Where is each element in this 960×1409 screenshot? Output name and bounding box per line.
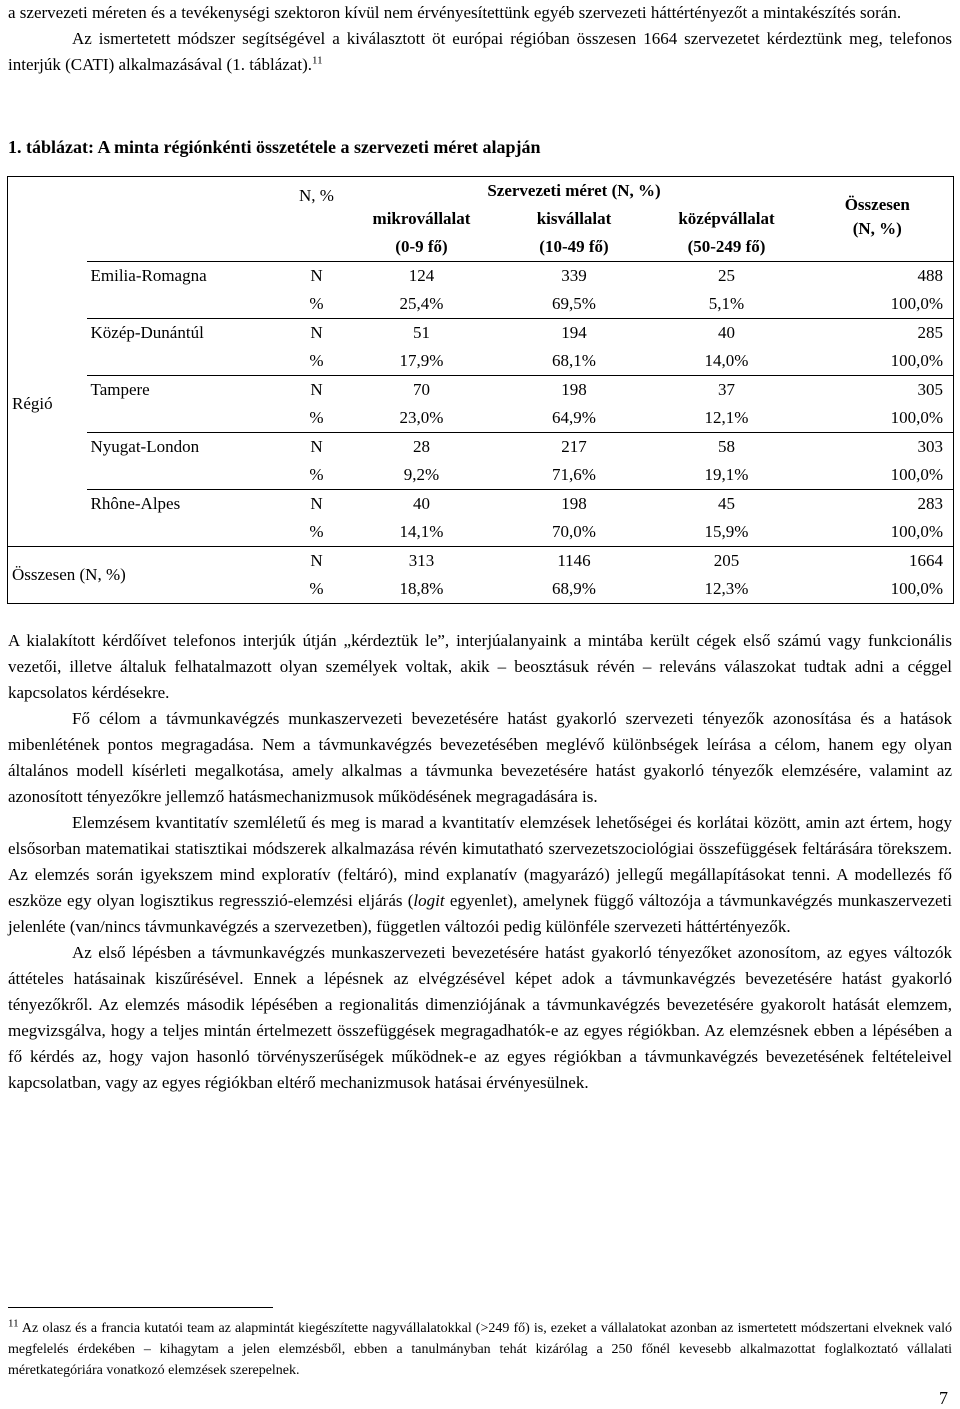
header-col2-range: (10-49 fő) [539,237,609,256]
footnote-ref: 11 [311,54,323,67]
total-value: 1146 [497,547,652,576]
n-label: N [287,547,347,576]
region-name: Nyugat-London [90,437,200,456]
total-label: Összesen (N, %) [8,547,287,604]
cell-value: 19,1% [652,461,802,490]
n-label: N [310,380,323,399]
cell-value: 194 [561,323,587,342]
cell-total: 100,0% [802,518,954,547]
pct-label: % [287,404,347,433]
header-empty-cell [8,177,87,206]
total-value: 18,8% [347,575,497,604]
cell-value: 5,1% [652,290,802,319]
total-value: 205 [652,547,802,576]
header-col2-name: kisvállalat [536,209,612,228]
header-total [802,177,954,262]
region-name-spacer [87,290,287,319]
cell-value: 124 [347,262,497,291]
cell-value: 28 [413,437,430,456]
pct-label: % [287,347,347,376]
pct-label: % [287,290,347,319]
region-size-table [7,176,954,604]
footnote-number: 11 [8,1317,19,1330]
region-name-spacer [87,518,287,547]
header-empty-cell [287,233,347,262]
cell-total: 488 [802,262,954,291]
region-name-spacer [87,347,287,376]
cell-value: 25,4% [347,290,497,319]
header-empty-cell [87,205,287,233]
cell-value: 25 [652,262,802,291]
cell-value: 14,0% [652,347,802,376]
cell-value: 217 [561,437,587,456]
cell-value: 14,1% [399,522,444,541]
page-number: 7 [939,1388,948,1408]
cell-value: 64,9% [497,404,652,433]
footnote-separator [8,1307,273,1308]
body-paragraph-3-text-a: Elemzésem kvantitatív szemléletű és meg is marad a kvantitatív elemzések lehetőségei és korlátai között, amin azt értem, hogy elsősorban matematikai statisztikai módszerek alkalmazása révén kimutatható szervezetszociológiai összefüggések feltárására törekszem. Az elemzés során igyekszem mind exploratív (feltáró), mind explanatív (magyarázó) jellegű megállapításokat tenni. A modellezés fő eszköze egy olyan logisztikus regresszió-elemzési eljárás ( [8,813,952,910]
cell-value: 17,9% [347,347,497,376]
n-label: N [287,262,347,291]
header-empty-cell [87,177,287,206]
table-title: 1. táblázat: A minta régiónkénti összetétele a szervezeti méret alapján [8,137,541,157]
region-label: Régió [8,262,87,547]
region-name: Rhône-Alpes [90,494,181,513]
intro-paragraph-1: a szervezeti méreten és a tevékenységi szektoron kívül nem érvényesítettünk egyéb szervezeti háttértényezőt a mintakészítés során. [8,3,902,22]
intro-paragraph-2 [8,26,952,78]
header-n-pct: N, % [287,177,347,234]
intro-section [8,0,952,78]
footnote-text: Az olasz és a francia kutatói team az alapmintát kiegészítette nagyvállalatokkal (>249 fő) is, ezeket a vállalatokat azonban az ismertetett módszertani elveknek való megfelelés érdekében – kihagytam a jelen elemzésből, ebben a tanulmányban tehát kizárólag a 250 főnél kevesebb alkalmazottat foglalkoztató vállalati méretkategóriára vonatkozó elemzések szerepelnek. [8,1321,952,1378]
cell-total: 100,0% [802,461,954,490]
intro-paragraph-2-text: Az ismertetett módszer segítségével a kiválasztott öt európai régióban összesen 1664 szervezetet kérdeztünk meg, telefonos interjúk (CATI) alkalmazásával (1. táblázat). [8,29,952,74]
cell-value: 339 [497,262,652,291]
cell-total: 305 [802,376,954,405]
body-paragraph-3 [8,810,952,940]
footnote [8,1318,952,1381]
cell-total: 283 [802,490,954,519]
total-value: 12,3% [652,575,802,604]
header-empty-cell [8,205,87,233]
body-paragraph-4: Az első lépésben a távmunkavégzés munkaszervezeti bevezetésére hatást gyakorló tényezőket azonosítom, az egyes változók áttételes hatásainak kiszűrésével. Ennek a lépésnek az elvégzésével képet adok a távmunkavégzés bevezetésére hatást gyakorló tényezőkről. Az elemzés második lépésében a regionalitás dimenziójának a távmunkavégzés bevezetésére gyakorolt hatását elemzem, megvizsgálva, hogy a teljes mintán értelmezett összefüggések megragadhatók-e az egyes régiókban. Az elemzésnek ebben a lépésében a fő kérdés az, hogy vajon hasonló törvényszerűségek működnek-e az egyes régiókban a távmunkavégzés bevezetésének feltételeivel kapcsolatban, vagy az egyes régiókban eltérő mechanizmusok hatásai érvényesülnek. [8,943,952,1092]
region-name: Közép-Dunántúl [90,323,204,342]
cell-value: 9,2% [347,461,497,490]
cell-value: 198 [561,494,587,513]
body-paragraph-1: A kialakított kérdőívet telefonos interjúk útján „kérdeztük le”, interjúalanyaink a mintába került cégek első számú vagy funkcionális vezetői, illetve általuk felhatalmazott olyan személyek voltak, akik – beosztásuk révén – releváns válaszokat tudtak adni a céggel kapcsolatos kérdésekre. [8,631,952,702]
cell-value: 71,6% [497,461,652,490]
header-col1-range: (0-9 fő) [395,237,448,256]
grand-total: 100,0% [802,575,954,604]
n-label: N [310,494,323,513]
pct-label: % [309,522,324,541]
n-label: N [310,323,323,342]
cell-total: 285 [802,319,954,348]
header-empty-cell [8,233,87,262]
cell-value: 15,9% [704,522,749,541]
cell-value: 58 [718,437,736,456]
header-total-line1: Összesen [844,195,910,214]
header-col3-name: középvállalat [678,209,775,228]
cell-value: 45 [718,494,736,513]
cell-total: 303 [802,433,954,462]
cell-total: 100,0% [802,290,954,319]
cell-value: 40 [718,323,736,342]
n-label: N [310,437,323,456]
cell-value: 40 [413,494,430,513]
region-name-spacer [87,404,287,433]
cell-value: 68,1% [497,347,652,376]
header-col1-name: mikrovállalat [372,209,471,228]
cell-total: 100,0% [802,404,954,433]
cell-value: 198 [561,380,587,399]
header-empty-cell [87,233,287,262]
cell-value: 51 [413,323,430,342]
region-name-spacer [87,461,287,490]
logit-term: logit [413,891,445,910]
pct-label: % [287,575,347,604]
cell-value: 70 [413,380,430,399]
body-paragraph-2: Fő célom a távmunkavégzés munkaszervezeti bevezetésére hatást gyakorló szervezeti tényezők azonosítása és a hatások mibenlétének pontos megragadása. Nem a távmunkavégzés bevezetésében meglévő különbségek leírása a célom, hanem egy olyan általános modell kísérleti megalkotása, amely alkalmas a távmunka bevezetésére hatást gyakorló tényezők elemzésére, valamint az azonosított tényezőkre jellemző hatásmechanizmusok működésének megragadására is. [8,709,952,806]
header-total-line2: (N, %) [852,219,902,238]
region-name: Emilia-Romagna [87,262,287,291]
cell-value: 37 [718,380,736,399]
cell-value: 23,0% [347,404,497,433]
cell-value: 12,1% [652,404,802,433]
grand-total: 1664 [802,547,954,576]
header-col3-range: (50-249 fő) [687,237,766,256]
body-paragraph-3-text-b: egyenlet), amelynek függő változója a távmunkavégzés munkaszervezeti jelenléte (van/nincs távmunkavégzés a szervezetben), független változói pedig különféle szervezeti háttértényezők. [8,891,952,936]
region-name: Tampere [90,380,150,399]
cell-value: 69,5% [497,290,652,319]
cell-value: 70,0% [552,522,596,541]
total-value: 68,9% [497,575,652,604]
header-group-size: Szervezeti méret (N, %) [347,177,802,206]
pct-label: % [287,461,347,490]
total-value: 313 [347,547,497,576]
body-section [8,628,952,1096]
cell-total: 100,0% [802,347,954,376]
